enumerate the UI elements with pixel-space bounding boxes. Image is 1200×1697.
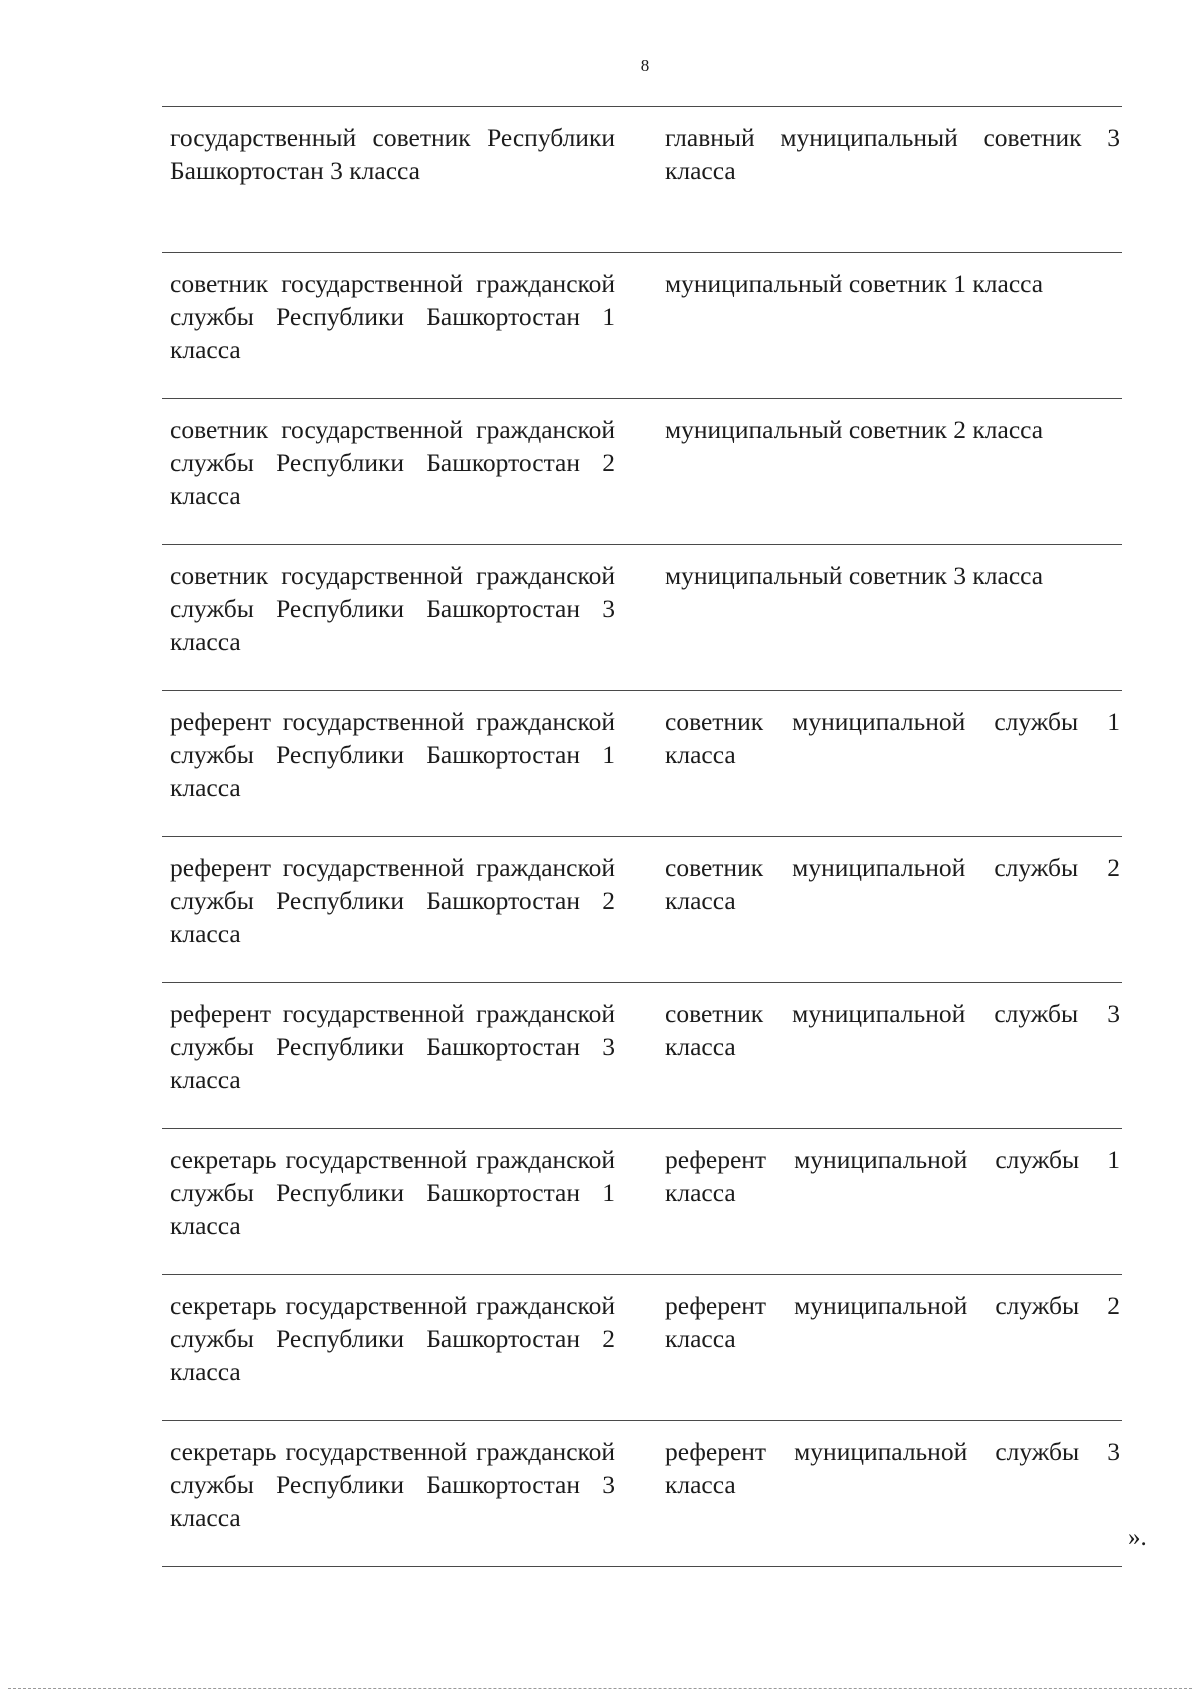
municipal-rank-cell: референт муниципальной службы 2 класса (665, 1291, 1120, 1353)
municipal-rank-cell: референт муниципальной службы 1 класса (665, 1145, 1120, 1207)
table-row (162, 1129, 1122, 1275)
state-rank-cell: секретарь государственной гражданской службы Республики Башкортостан 2 класса (170, 1291, 615, 1386)
municipal-rank-cell: советник муниципальной службы 3 класса (665, 999, 1120, 1061)
state-rank-cell: секретарь государственной гражданской службы Республики Башкортостан 3 класса (170, 1437, 615, 1532)
state-rank-cell: референт государственной гражданской службы Республики Башкортостан 1 класса (170, 707, 615, 802)
state-rank-cell: советник государственной гражданской службы Республики Башкортостан 3 класса (170, 561, 615, 656)
municipal-rank-cell: муниципальный советник 1 класса (665, 269, 1044, 298)
municipal-rank-cell: советник муниципальной службы 2 класса (665, 853, 1120, 915)
state-rank-cell: референт государственной гражданской службы Республики Башкортостан 2 класса (170, 853, 615, 948)
closing-quote-mark: ». (1128, 1524, 1147, 1551)
table-row (162, 545, 1122, 691)
municipal-rank-cell: муниципальный советник 2 класса (665, 415, 1044, 444)
municipal-rank-cell: советник муниципальной службы 1 класса (665, 707, 1120, 769)
state-rank-cell: государственный советник Республики Башкортостан 3 класса (170, 123, 615, 185)
table-row (162, 1275, 1122, 1421)
table-row (162, 253, 1122, 399)
page-number: 8 (640, 56, 650, 75)
state-rank-cell: советник государственной гражданской службы Республики Башкортостан 1 класса (170, 269, 615, 364)
state-rank-cell: советник государственной гражданской службы Республики Башкортостан 2 класса (170, 415, 615, 510)
table-row (162, 691, 1122, 837)
municipal-rank-cell: референт муниципальной службы 3 класса (665, 1437, 1120, 1499)
municipal-rank-cell: муниципальный советник 3 класса (665, 561, 1044, 590)
state-rank-cell: секретарь государственной гражданской службы Республики Башкортостан 1 класса (170, 1145, 615, 1240)
correspondence-table (162, 106, 1122, 1567)
table-row (162, 837, 1122, 983)
scan-edge-line (8, 1688, 1192, 1689)
municipal-rank-cell: главный муниципальный советник 3 класса (665, 123, 1120, 185)
table-row (162, 983, 1122, 1129)
table-row (162, 399, 1122, 545)
table-row (162, 1421, 1122, 1567)
table-row (162, 107, 1122, 253)
state-rank-cell: референт государственной гражданской службы Республики Башкортостан 3 класса (170, 999, 615, 1094)
